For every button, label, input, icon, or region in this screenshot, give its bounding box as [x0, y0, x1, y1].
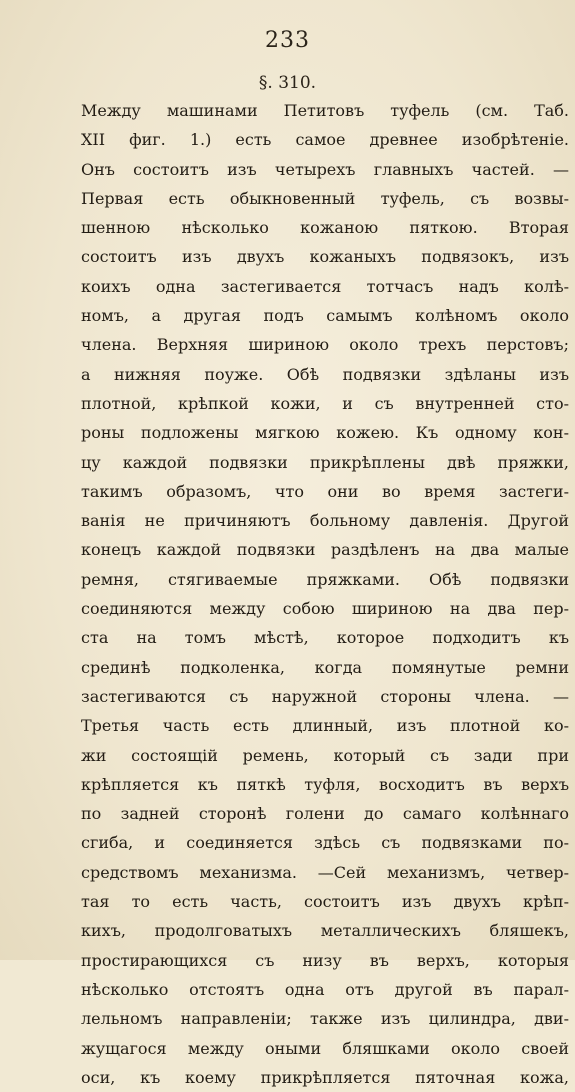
text-line: ста на томъ мѣстѣ, которое подходитъ къ	[81, 628, 569, 648]
text-line: простирающихся съ низу въ верхъ, которыя	[81, 950, 569, 970]
text-line: по задней сторонѣ голени до самаго колѣннаго	[81, 804, 569, 824]
text-line: роны подложены мягкою кожею. Къ одному кон-	[81, 423, 569, 443]
text-line: шенною нѣсколько кожаною пяткою. Вторая	[81, 218, 569, 238]
text-line: тая то есть часть, состоитъ изъ двухъ крѣп-	[81, 892, 569, 912]
text-line: жи состоящій ремень, который съ зади при	[81, 745, 569, 765]
text-line: Третья часть есть длинный, изъ плотной ко-	[81, 716, 569, 736]
section-heading: §. 310.	[258, 73, 317, 93]
text-line: Онъ состоитъ изъ четырехъ главныхъ частей. —	[81, 159, 569, 179]
text-line: конецъ каждой подвязки раздѣленъ на два малые	[81, 540, 569, 560]
text-line: номъ, а другая подъ самымъ колѣномъ около	[81, 306, 569, 326]
text-line: соединяются между собою шириною на два пер-	[81, 599, 569, 619]
text-line: XII фиг. 1.) есть самое древнее изобрѣтеніе.	[81, 130, 569, 150]
text-line: Первая есть обыкновенный туфель, съ возвы-	[81, 188, 569, 208]
text-line: такимъ образомъ, что они во время застеги-	[81, 481, 569, 501]
page-number: 233	[265, 28, 310, 53]
text-line: крѣпляется къ пяткѣ туфля, восходитъ въ верхъ	[81, 774, 569, 794]
text-line: нѣсколько отстоятъ одна отъ другой въ парал-	[81, 979, 569, 999]
text-line: Между машинами Петитовъ туфель (см. Таб.	[81, 101, 569, 120]
text-line: состоитъ изъ двухъ кожаныхъ подвязокъ, изъ	[81, 247, 569, 267]
text-line: срединѣ подколенка, когда помянутые ремни	[81, 657, 569, 677]
body-text	[81, 96, 569, 1092]
text-line: а нижняя поуже. Обѣ подвязки здѣланы изъ	[81, 364, 569, 384]
text-line: лельномъ направленіи; также изъ цилиндра, дви-	[81, 1009, 569, 1029]
text-line: жущагося между оными бляшками около своей	[81, 1038, 569, 1058]
text-line: кихъ, продолговатыхъ металлическихъ бляшекъ,	[81, 921, 569, 941]
text-line: ремня, стягиваемые пряжками. Обѣ подвязки	[81, 569, 569, 589]
text-line: члена. Верхняя шириною около трехъ перстовъ;	[81, 335, 569, 355]
text-line: оси, къ коему прикрѣпляется пяточная кожа,	[81, 1067, 569, 1087]
text-line: средствомъ механизма. —Сей механизмъ, четвер-	[81, 862, 569, 882]
text-line: коихъ одна застегивается тотчасъ надъ колѣ-	[81, 276, 569, 296]
text-line: цу каждой подвязки прикрѣплены двѣ пряжки,	[81, 452, 569, 472]
text-line: плотной, крѣпкой кожи, и съ внутренней сто-	[81, 393, 569, 413]
text-line: сгиба, и соединяется здѣсь съ подвязками по-	[81, 833, 569, 853]
text-line: ванія не причиняютъ больному давленія. Другой	[81, 511, 569, 531]
text-line: застегиваются съ наружной стороны члена. —	[81, 686, 569, 706]
